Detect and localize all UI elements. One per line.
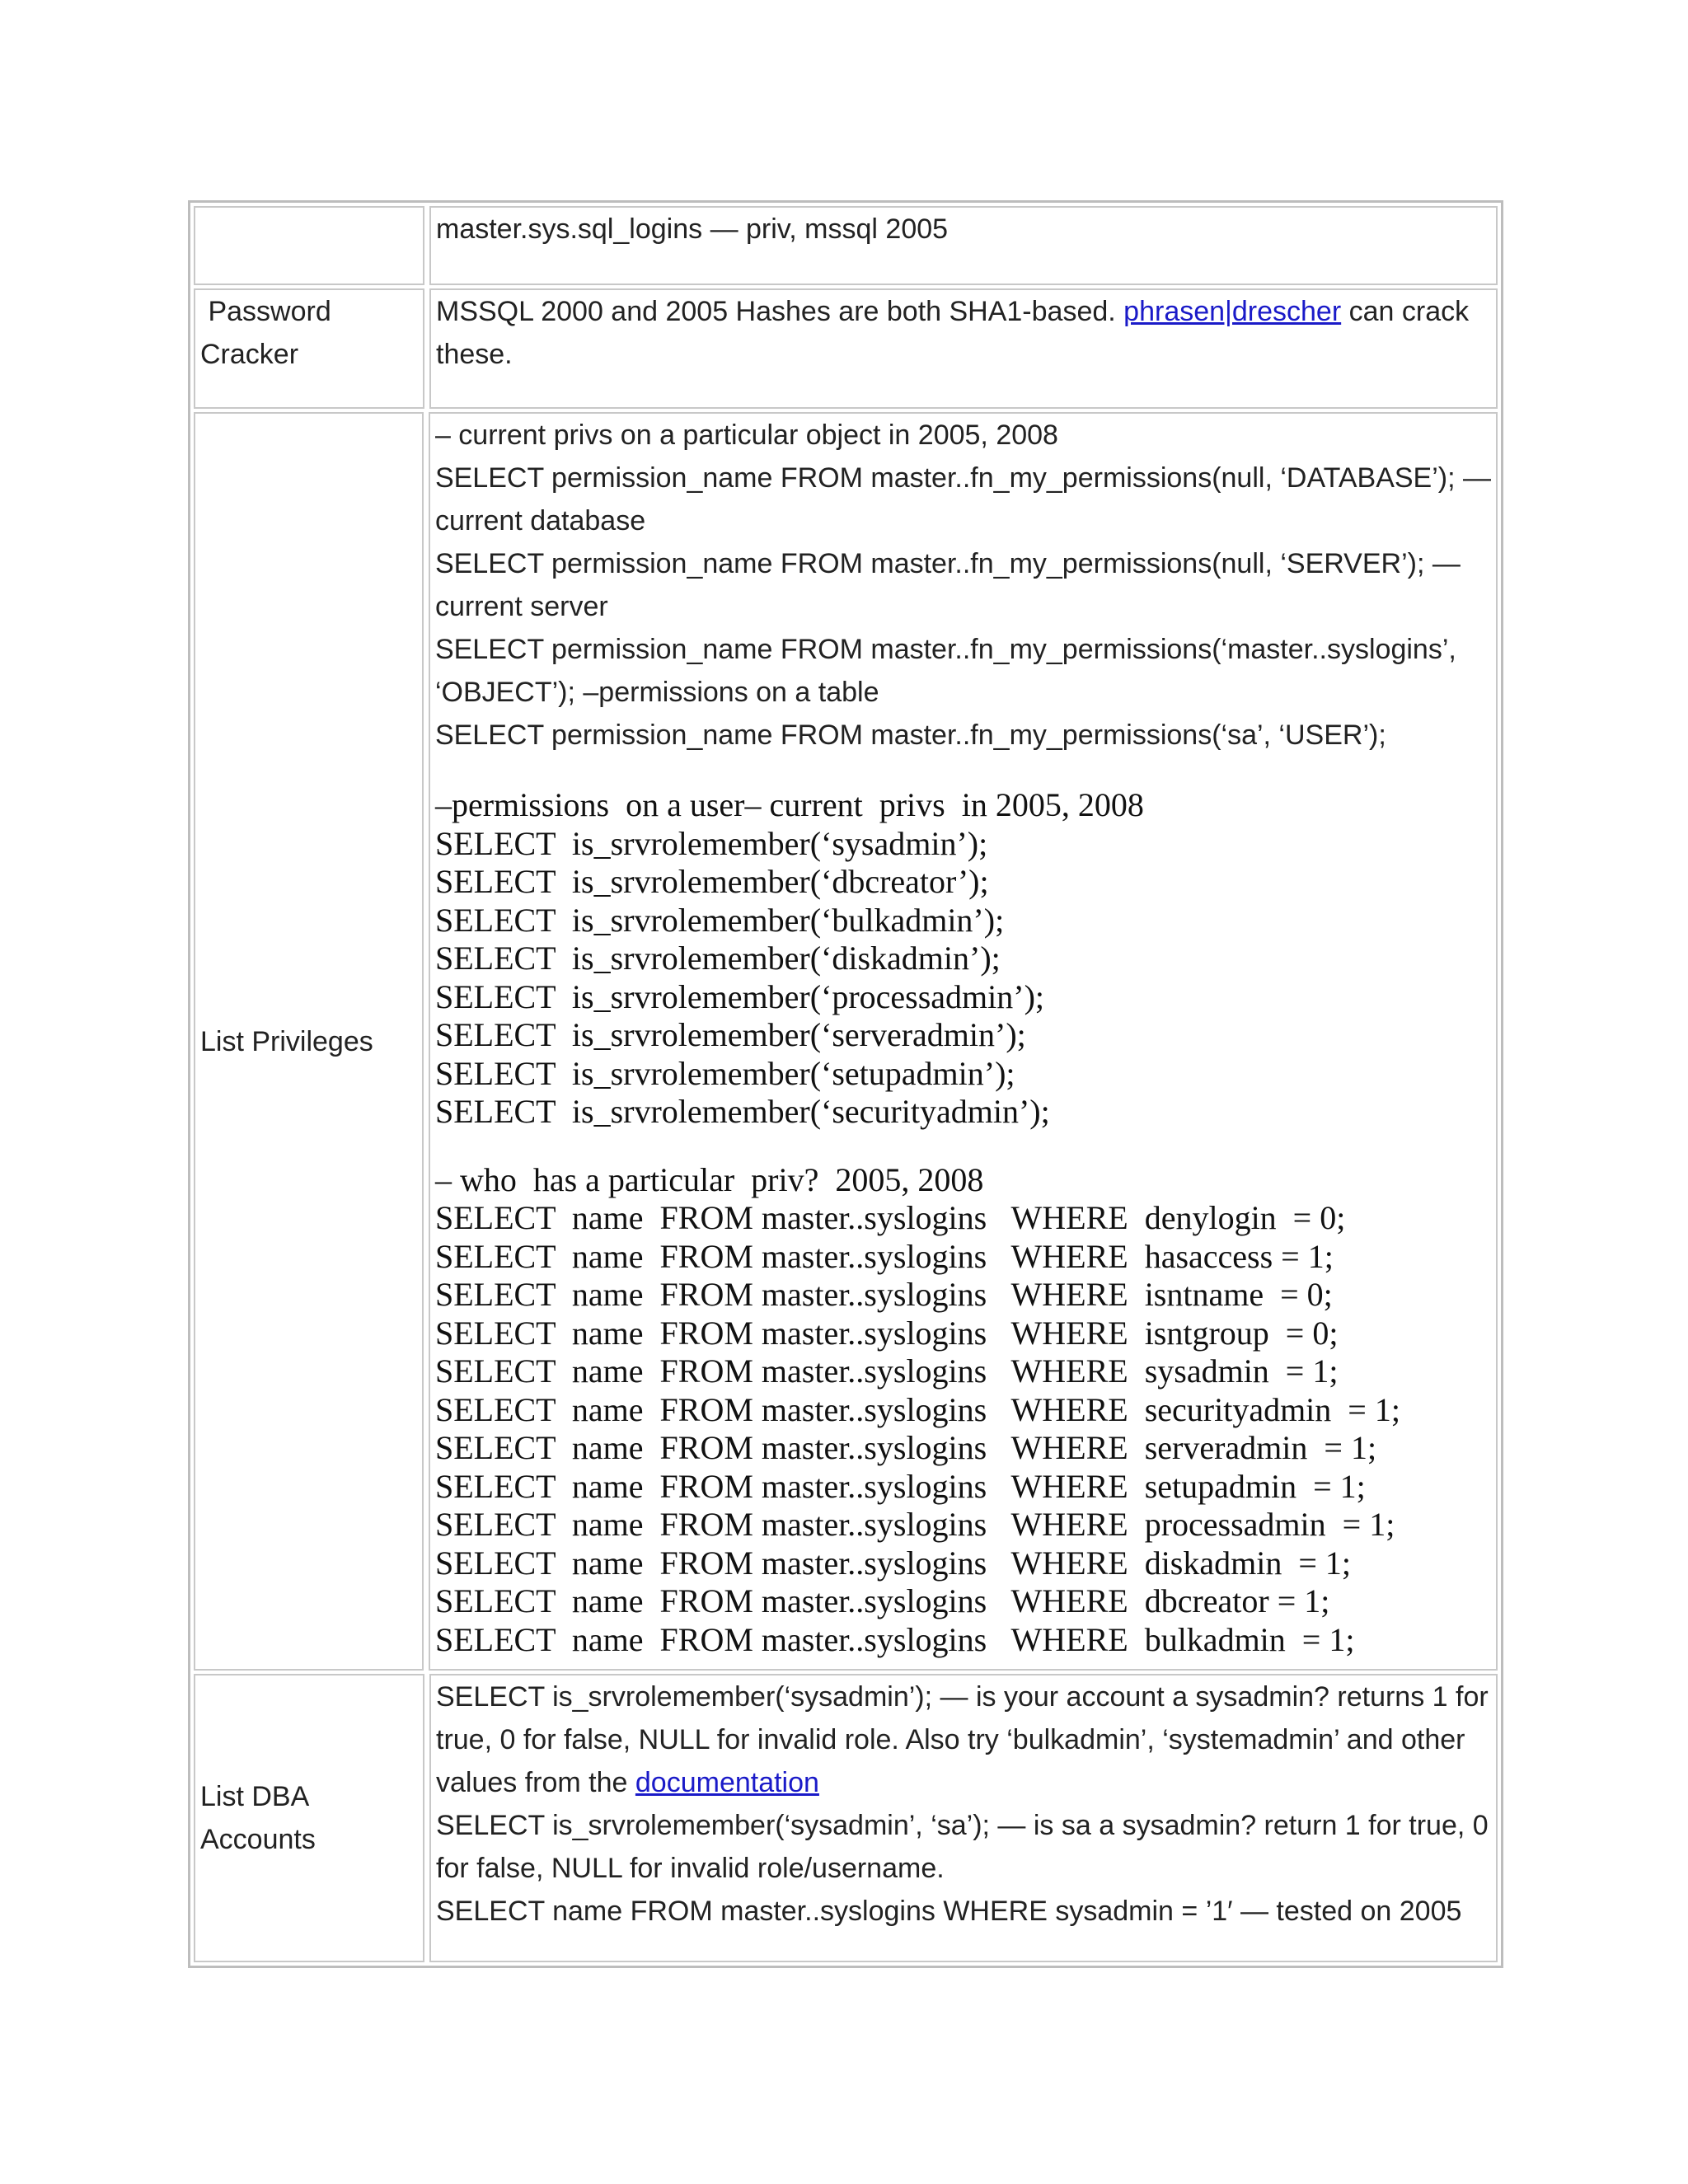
table-row (194, 1674, 1498, 1962)
code-line: SELECT name FROM master..syslogins WHERE processadmin = 1; (434, 1506, 1395, 1543)
text-line: – current privs on a particular object in 2005, 2008 (434, 419, 1058, 451)
code-line: SELECT is_srvrolemember(‘serveradmin’); (434, 1016, 1026, 1053)
documentation-link[interactable]: documentation (635, 1767, 819, 1798)
privilege-table (188, 200, 1503, 1968)
text-line: SELECT permission_name FROM master..fn_my_permissions(‘sa’, ‘USER’); (434, 719, 1386, 751)
code-line: SELECT name FROM master..syslogins WHERE setupadmin = 1; (434, 1467, 1366, 1505)
text-line: SELECT permission_name FROM master..fn_my_permissions(null, ‘DATABASE’); — (434, 462, 1491, 494)
text-paragraph: SELECT is_srvrolemember(‘sysadmin’, ‘sa’); — is sa a sysadmin? return 1 for true, 0 for false, NULL for invalid role/username. (436, 1810, 1489, 1884)
code-line: SELECT name FROM master..syslogins WHERE bulkadmin = 1; (434, 1620, 1355, 1658)
text-line: ‘OBJECT’); –permissions on a table (434, 677, 879, 708)
code-line: SELECT is_srvrolemember(‘diskadmin’); (434, 940, 1001, 977)
text-line: SELECT permission_name FROM master..fn_my_permissions(‘master..syslogins’, (434, 634, 1456, 665)
sans-block (435, 414, 1491, 757)
serif-block (435, 786, 1491, 1132)
row-label (194, 206, 424, 285)
code-line: SELECT name FROM master..syslogins WHERE isntname = 0; (434, 1276, 1333, 1313)
text-paragraph: SELECT name FROM master..syslogins WHERE sysadmin = ’1′ — tested on 2005 (436, 1896, 1462, 1927)
phrasen-drescher-link[interactable]: phrasen|drescher (1123, 296, 1342, 327)
table-row (194, 288, 1498, 409)
text-line: SELECT is_srvrolemember(‘sysadmin’); — is your account a sysadmin? returns 1 for true, 0 for false, NULL for invalid role. Also try ‘bulkadmin’, ‘systemadmin’ and other values from the (436, 1681, 1489, 1798)
text-line: current server (434, 591, 608, 622)
code-line: SELECT name FROM master..syslogins WHERE sysadmin = 1; (434, 1352, 1339, 1390)
row-label (194, 1674, 424, 1962)
text-line: MSSQL 2000 and 2005 Hashes are both SHA1-based. (436, 296, 1124, 327)
text-paragraph (436, 1675, 1491, 1804)
row-label: List Privileges (194, 412, 424, 1671)
code-line: SELECT name FROM master..syslogins WHERE serveradmin = 1; (434, 1429, 1377, 1466)
code-line: SELECT name FROM master..syslogins WHERE hasaccess = 1; (434, 1237, 1334, 1275)
row-label-text: Password Cracker (200, 296, 340, 370)
code-line: SELECT name FROM master..syslogins WHERE denylogin = 0; (434, 1199, 1346, 1236)
code-line: SELECT name FROM master..syslogins WHERE securityadmin = 1; (434, 1390, 1400, 1428)
code-line: – who has a particular priv? 2005, 2008 (434, 1160, 984, 1198)
code-line: SELECT name FROM master..syslogins WHERE isntgroup = 0; (434, 1314, 1339, 1352)
table-row (194, 412, 1498, 1671)
text-line: current database (434, 505, 646, 537)
code-line: SELECT name FROM master..syslogins WHERE dbcreator = 1; (434, 1582, 1330, 1619)
text-line: master.sys.sql_logins — priv, mssql 2005 (436, 213, 949, 245)
serif-block (435, 1161, 1491, 1660)
text-line: can crack these. (436, 296, 1470, 370)
code-line: SELECT name FROM master..syslogins WHERE diskadmin = 1; (434, 1544, 1352, 1582)
row-label (194, 288, 424, 409)
text-line: SELECT permission_name FROM master..fn_my_permissions(null, ‘SERVER’); — (434, 548, 1461, 579)
code-line: SELECT is_srvrolemember(‘bulkadmin’); (434, 901, 1005, 939)
code-line: SELECT is_srvrolemember(‘securityadmin’); (434, 1093, 1050, 1130)
row-content (429, 1674, 1498, 1962)
row-content (429, 206, 1498, 285)
code-line: –permissions on a user– current privs in 2005, 2008 (434, 786, 1144, 823)
row-content (429, 412, 1498, 1671)
code-line: SELECT is_srvrolemember(‘dbcreator’); (434, 863, 989, 900)
row-label-text: List DBA Accounts (200, 1781, 316, 1855)
code-line: SELECT is_srvrolemember(‘setupadmin’); (434, 1054, 1015, 1092)
table-row (194, 206, 1498, 285)
row-content (429, 288, 1498, 409)
code-line: SELECT is_srvrolemember(‘sysadmin’); (434, 824, 988, 862)
code-line: SELECT is_srvrolemember(‘processadmin’); (434, 977, 1045, 1015)
